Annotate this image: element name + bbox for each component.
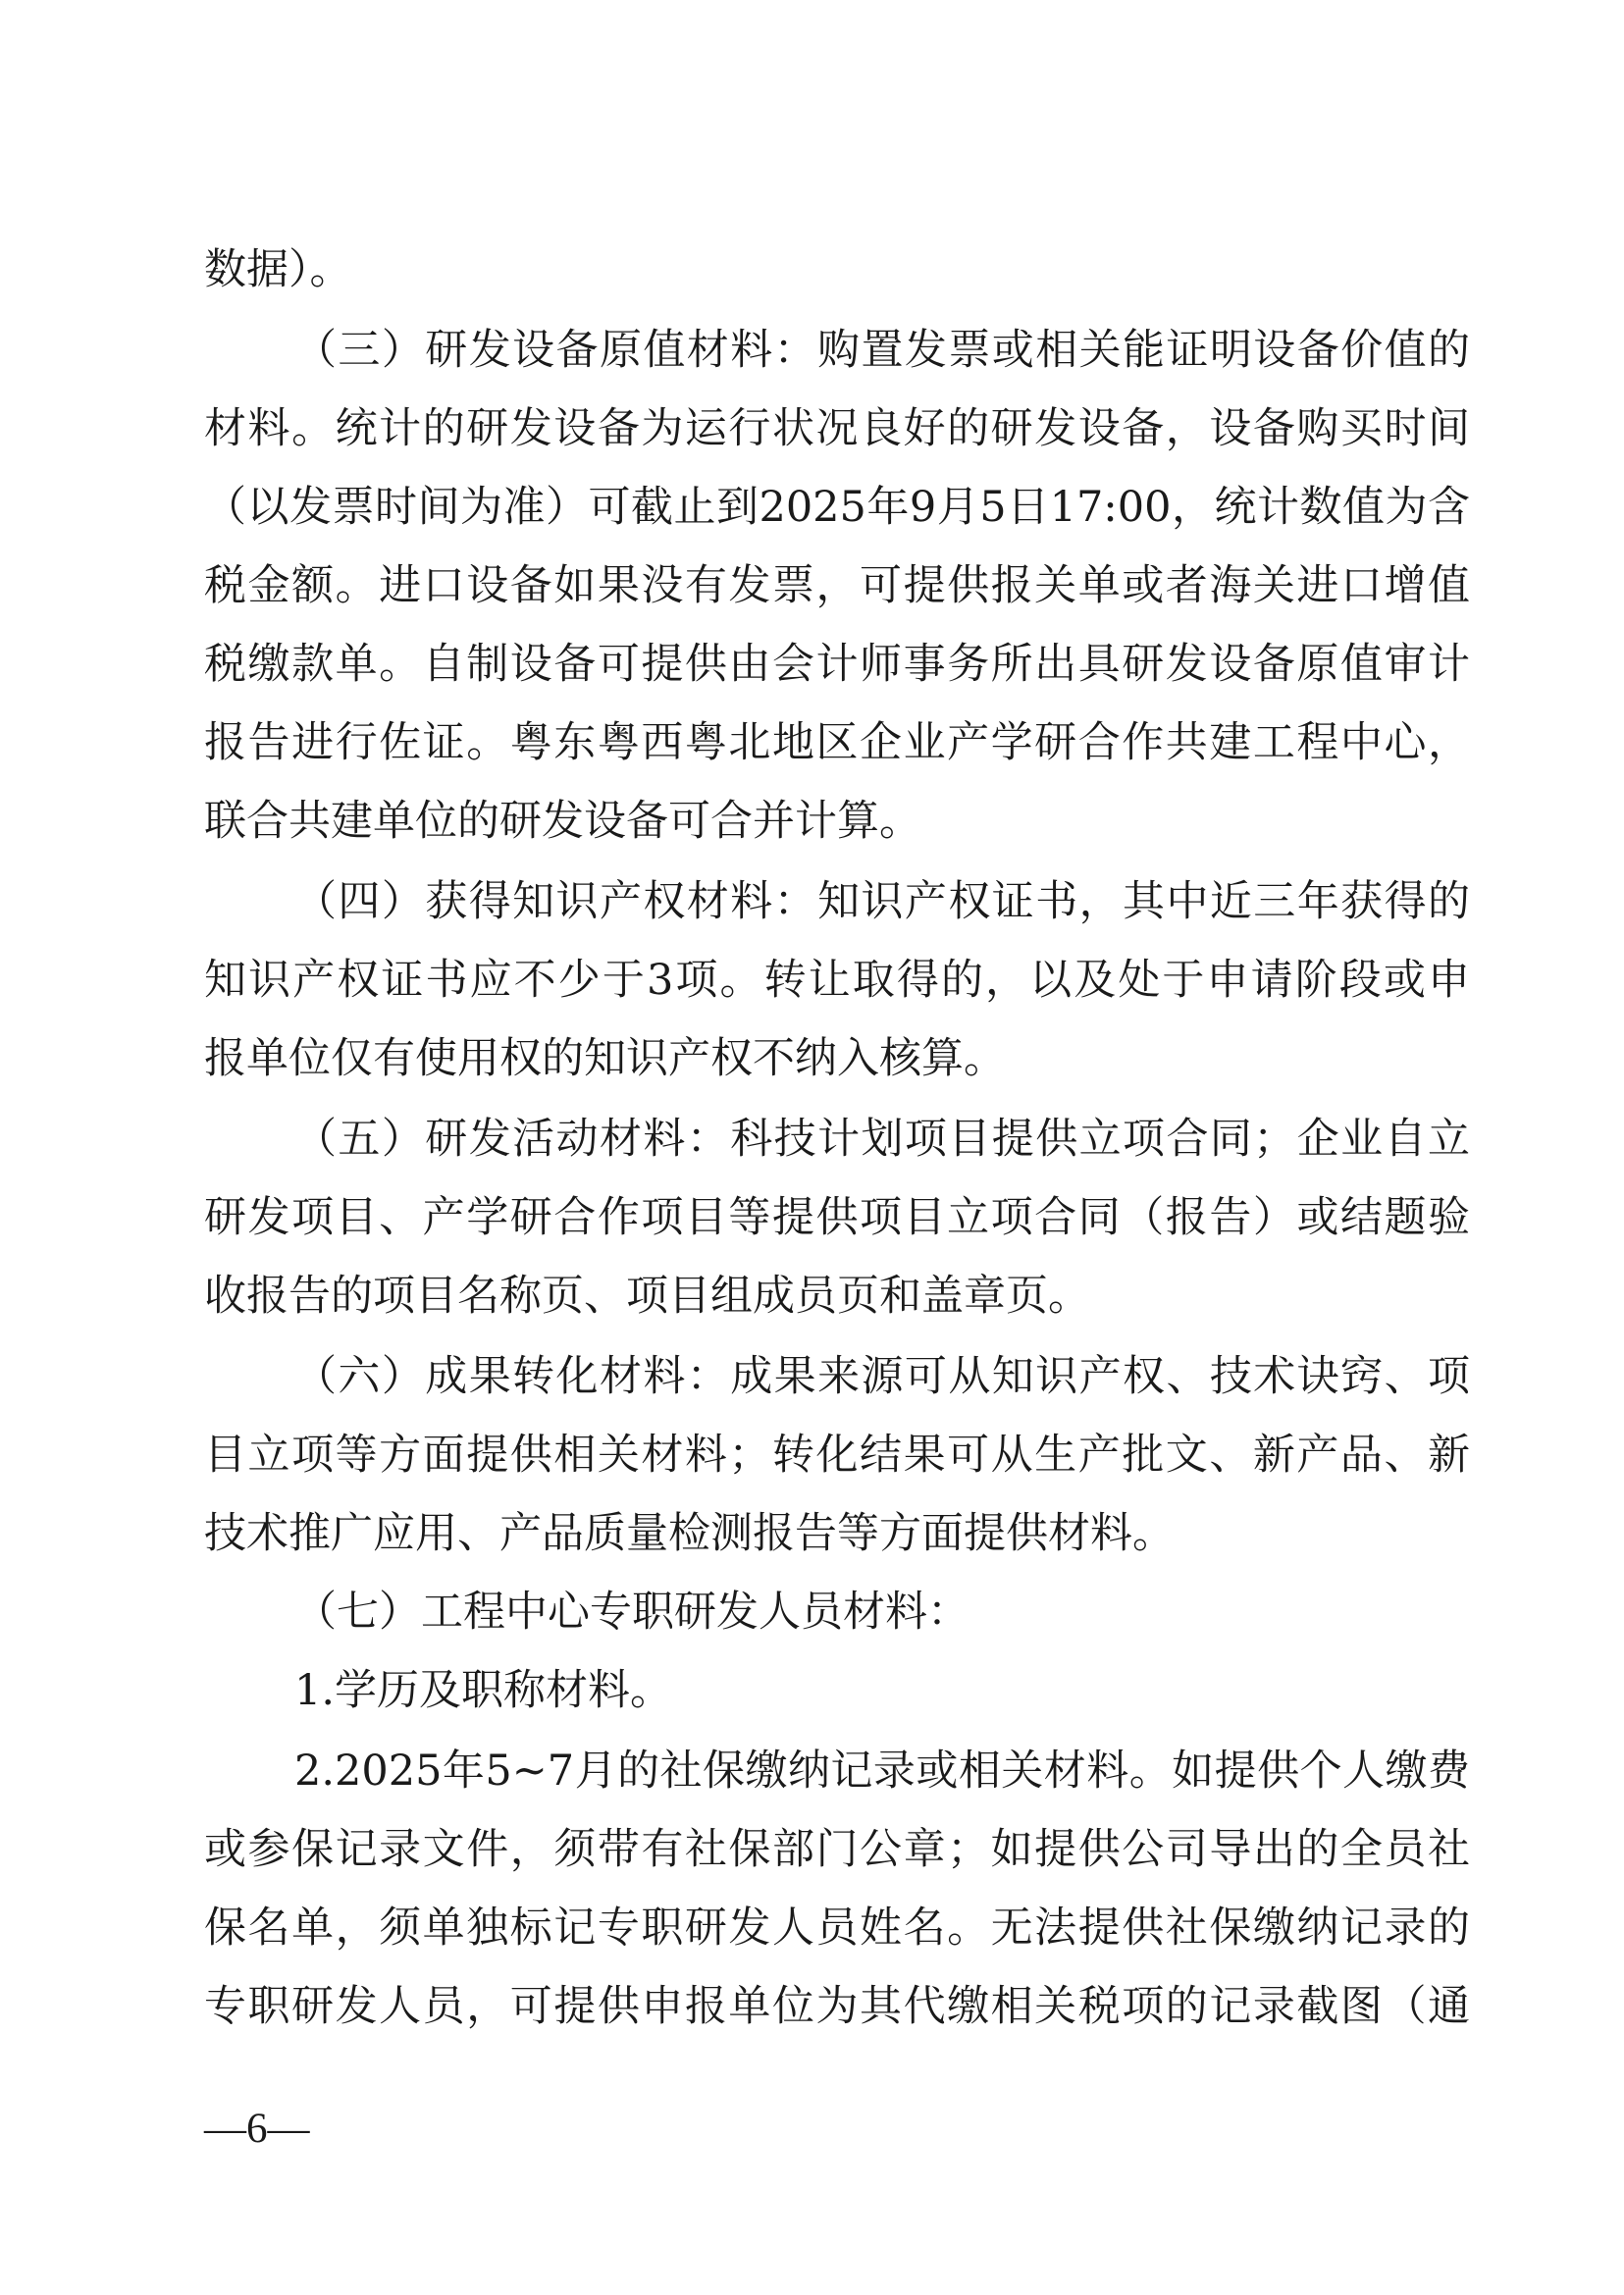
text-line-7: 报告进行佐证。粤东粤西粤北地区企业产学研合作共建工程中心， — [204, 718, 1470, 767]
text-line-11: 报单位仅有使用权的知识产权不纳入核算。 — [204, 1034, 1006, 1083]
text-line-3: 材料。统计的研发设备为运行状况良好的研发设备，设备购买时间 — [204, 404, 1470, 453]
text-line-6: 税缴款单。自制设备可提供由会计师事务所出具研发设备原值审计 — [204, 640, 1470, 689]
text-line-21: 或参保记录文件，须带有社保部门公章；如提供公司导出的全员社 — [204, 1825, 1470, 1874]
section-6-heading-line: （六）成果转化材料：成果来源可从知识产权、技术诀窍、项 — [294, 1352, 1470, 1401]
text-line-22: 保名单，须单独标记专职研发人员姓名。无法提供社保缴纳记录的 — [204, 1904, 1470, 1953]
text-line-13: 研发项目、产学研合作项目等提供项目立项合同（报告）或结题验 — [204, 1193, 1470, 1242]
text-line-17: 技术推广应用、产品质量检测报告等方面提供材料。 — [204, 1509, 1175, 1558]
section-4-heading-line: （四）获得知识产权材料：知识产权证书，其中近三年获得的 — [294, 877, 1470, 926]
page-number: —6— — [204, 2106, 310, 2152]
item-2-line: 2.2025年5~7月的社保缴纳记录或相关材料。如提供个人缴费 — [294, 1747, 1470, 1796]
text-line-14: 收报告的项目名称页、项目组成员页和盖章页。 — [204, 1272, 1090, 1321]
section-3-heading-line: （三）研发设备原值材料：购置发票或相关能证明设备价值的 — [294, 326, 1470, 375]
section-5-heading-line: （五）研发活动材料：科技计划项目提供立项合同；企业自立 — [294, 1115, 1470, 1164]
text-line-4: （以发票时间为准）可截止到2025年9月5日17:00，统计数值为含 — [204, 483, 1470, 532]
section-7-heading-line: （七）工程中心专职研发人员材料： — [294, 1588, 969, 1637]
item-1-line: 1.学历及职称材料。 — [294, 1666, 673, 1715]
text-line-1: 数据）。 — [204, 245, 352, 294]
text-line-5: 税金额。进口设备如果没有发票，可提供报关单或者海关进口增值 — [204, 561, 1470, 610]
text-line-10: 知识产权证书应不少于3项。转让取得的，以及处于申请阶段或申 — [204, 956, 1470, 1005]
text-line-23: 专职研发人员，可提供申报单位为其代缴相关税项的记录截图（通 — [204, 1982, 1470, 2031]
text-line-16: 目立项等方面提供相关材料；转化结果可从生产批文、新产品、新 — [204, 1431, 1470, 1480]
text-line-8: 联合共建单位的研发设备可合并计算。 — [204, 797, 921, 846]
